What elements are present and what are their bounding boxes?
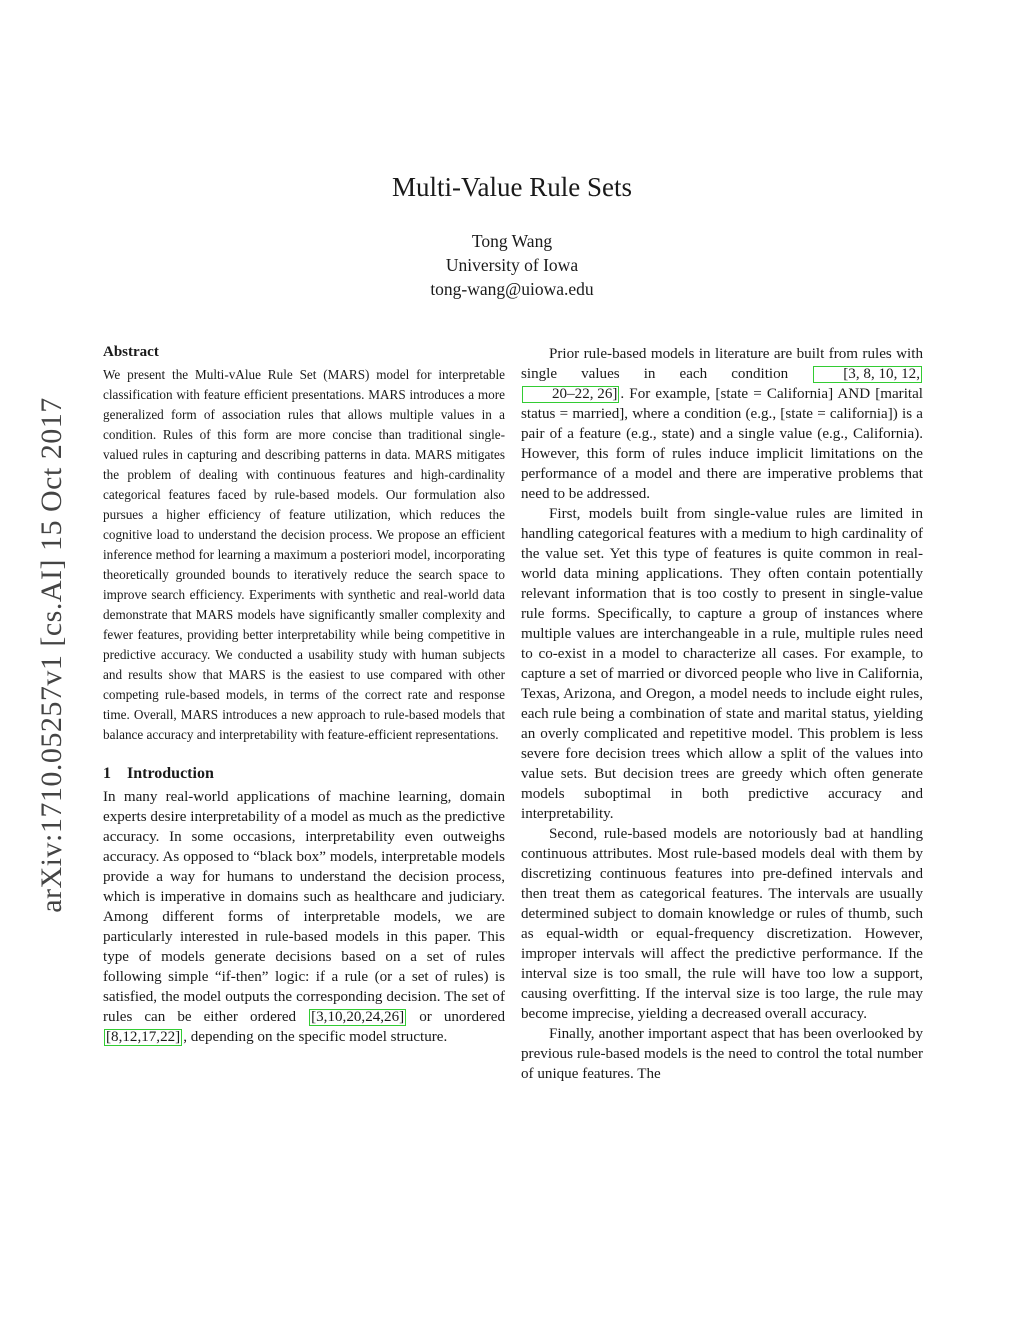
intro-text-end: , depending on the specific model structure. [183, 1029, 448, 1045]
right-column [521, 344, 923, 1084]
section-title: Introduction [127, 765, 214, 782]
arxiv-identifier [32, 370, 72, 940]
author-affiliation: University of Iowa [445, 255, 579, 275]
arxiv-identifier-text: arXiv:1710.05257v1 [cs.AI] 15 Oct 2017 [35, 397, 68, 913]
intro-paragraph [103, 787, 505, 1047]
body-paragraph [521, 344, 923, 504]
paragraph-text: . For example, [state = California] AND [marital status = married], where a condition (e.g., [state = california]) is a pair of a feature (e.g., state) and a single value (e.g., California). However, this form of rules induce implicit limitations on the performance of a model and there are imperative problems that need to be addressed. [521, 386, 923, 502]
paragraph-text: Prior rule-based models in literature are built from rules with single values in each condition [521, 346, 923, 382]
author-email: tong-wang@uiowa.edu [430, 279, 594, 299]
author-name: Tong Wang [471, 231, 553, 251]
author-block [0, 229, 1024, 301]
intro-text-mid: or unordered [419, 1009, 505, 1025]
body-paragraph: Second, rule-based models are notoriously bad at handling continuous attributes. Most rule-based models deal with them by discretizing continuous features into pre-defined intervals and then treat them as categorical features. The intervals are usually determined subject to domain knowledge or rules of thumb, such as equal-width or equal-frequency discretization. However, improper intervals will affect the predictive performance. If the interval size is too small, the rule will have too low a support, causing overfitting. If the interval size is too large, the rule may become imprecise, yielding a decreased overall accuracy. [521, 826, 923, 1022]
citation-link[interactable]: [3, 8, 10, 12, [813, 366, 922, 383]
citation-link[interactable]: [3,10,20,24,26] [311, 1009, 405, 1025]
citation-link[interactable]: 20–22, 26] [522, 386, 619, 403]
body-paragraph: First, models built from single-value rules are limited in handling categorical features with a medium to high cardinality of the value set. Yet this type of features is quite common in real-world data mining applications. They often contain potentially relevant information that is too costly to present in single-value rule forms. Specifically, to capture a group of instances where multiple values are interchangeable in a rule, multiple rules need to co-exist in a model to characterize all cases. For example, to capture a set of married or divorced people who live in California, Texas, Arizona, and Oregon, a model needs to include eight rules, each rule being a combination of state and marital status, yielding an overly complicated and repetitive model. This problem is less severe fore decision trees which allow a split of the values into value sets. But decision trees are greedy which often generate models suboptimal in both predictive accuracy and interpretability. [521, 506, 923, 822]
paper-title: Multi-Value Rule Sets [392, 172, 632, 202]
abstract-heading: Abstract [103, 344, 159, 360]
body-paragraph: Finally, another important aspect that has been overlooked by previous rule-based models is the need to control the total number of unique features. The [521, 1026, 923, 1082]
left-column [103, 344, 505, 1047]
citation-link[interactable]: [8,12,17,22] [106, 1029, 181, 1045]
section-heading-introduction [103, 765, 505, 783]
section-number: 1 [103, 765, 111, 782]
intro-text: In many real-world applications of machine learning, domain experts desire interpretability of a model as much as the predictive accuracy. In some occasions, interpretability even outweighs accuracy. As opposed to “black box” models, interpretable models provide a way for humans to understand the decision process, which is imperative in domains such as healthcare and judiciary. Among different forms of interpretable models, we are particularly interested in rule-based models in this paper. This type of models generate decisions based on a set of rules following simple “if-then” logic: if a rule (or a set of rules) is satisfied, the model outputs the corresponding decision. The set of rules can be either ordered [103, 789, 505, 1025]
abstract-text: We present the Multi-vAlue Rule Set (MARS) model for interpretable classification with feature efficient presentations. MARS introduces a more generalized form of association rules that allows multiple values in a condition. Rules of this form are more concise than traditional single-valued rules in capturing and describing patterns in data. MARS mitigates the problem of dealing with continuous features and high-cardinality categorical features faced by rule-based models. Our formulation also pursues a higher efficiency of feature utilization, which reduces the cognitive load to understand the decision process. We propose an efficient inference method for learning a maximum a posteriori model, incorporating theoretically grounded bounds to iteratively reduce the search space to improve search efficiency. Experiments with synthetic and real-world data demonstrate that MARS models have significantly smaller complexity and fewer features, providing better interpretability while being competitive in predictive accuracy. We conducted a usability study with human subjects and results show that MARS is the easiest to use compared with other competing rule-based models, in terms of the correct rate and response time. Overall, MARS introduces a new approach to rule-based models that balance accuracy and interpretability with feature-efficient representations. [103, 367, 505, 742]
